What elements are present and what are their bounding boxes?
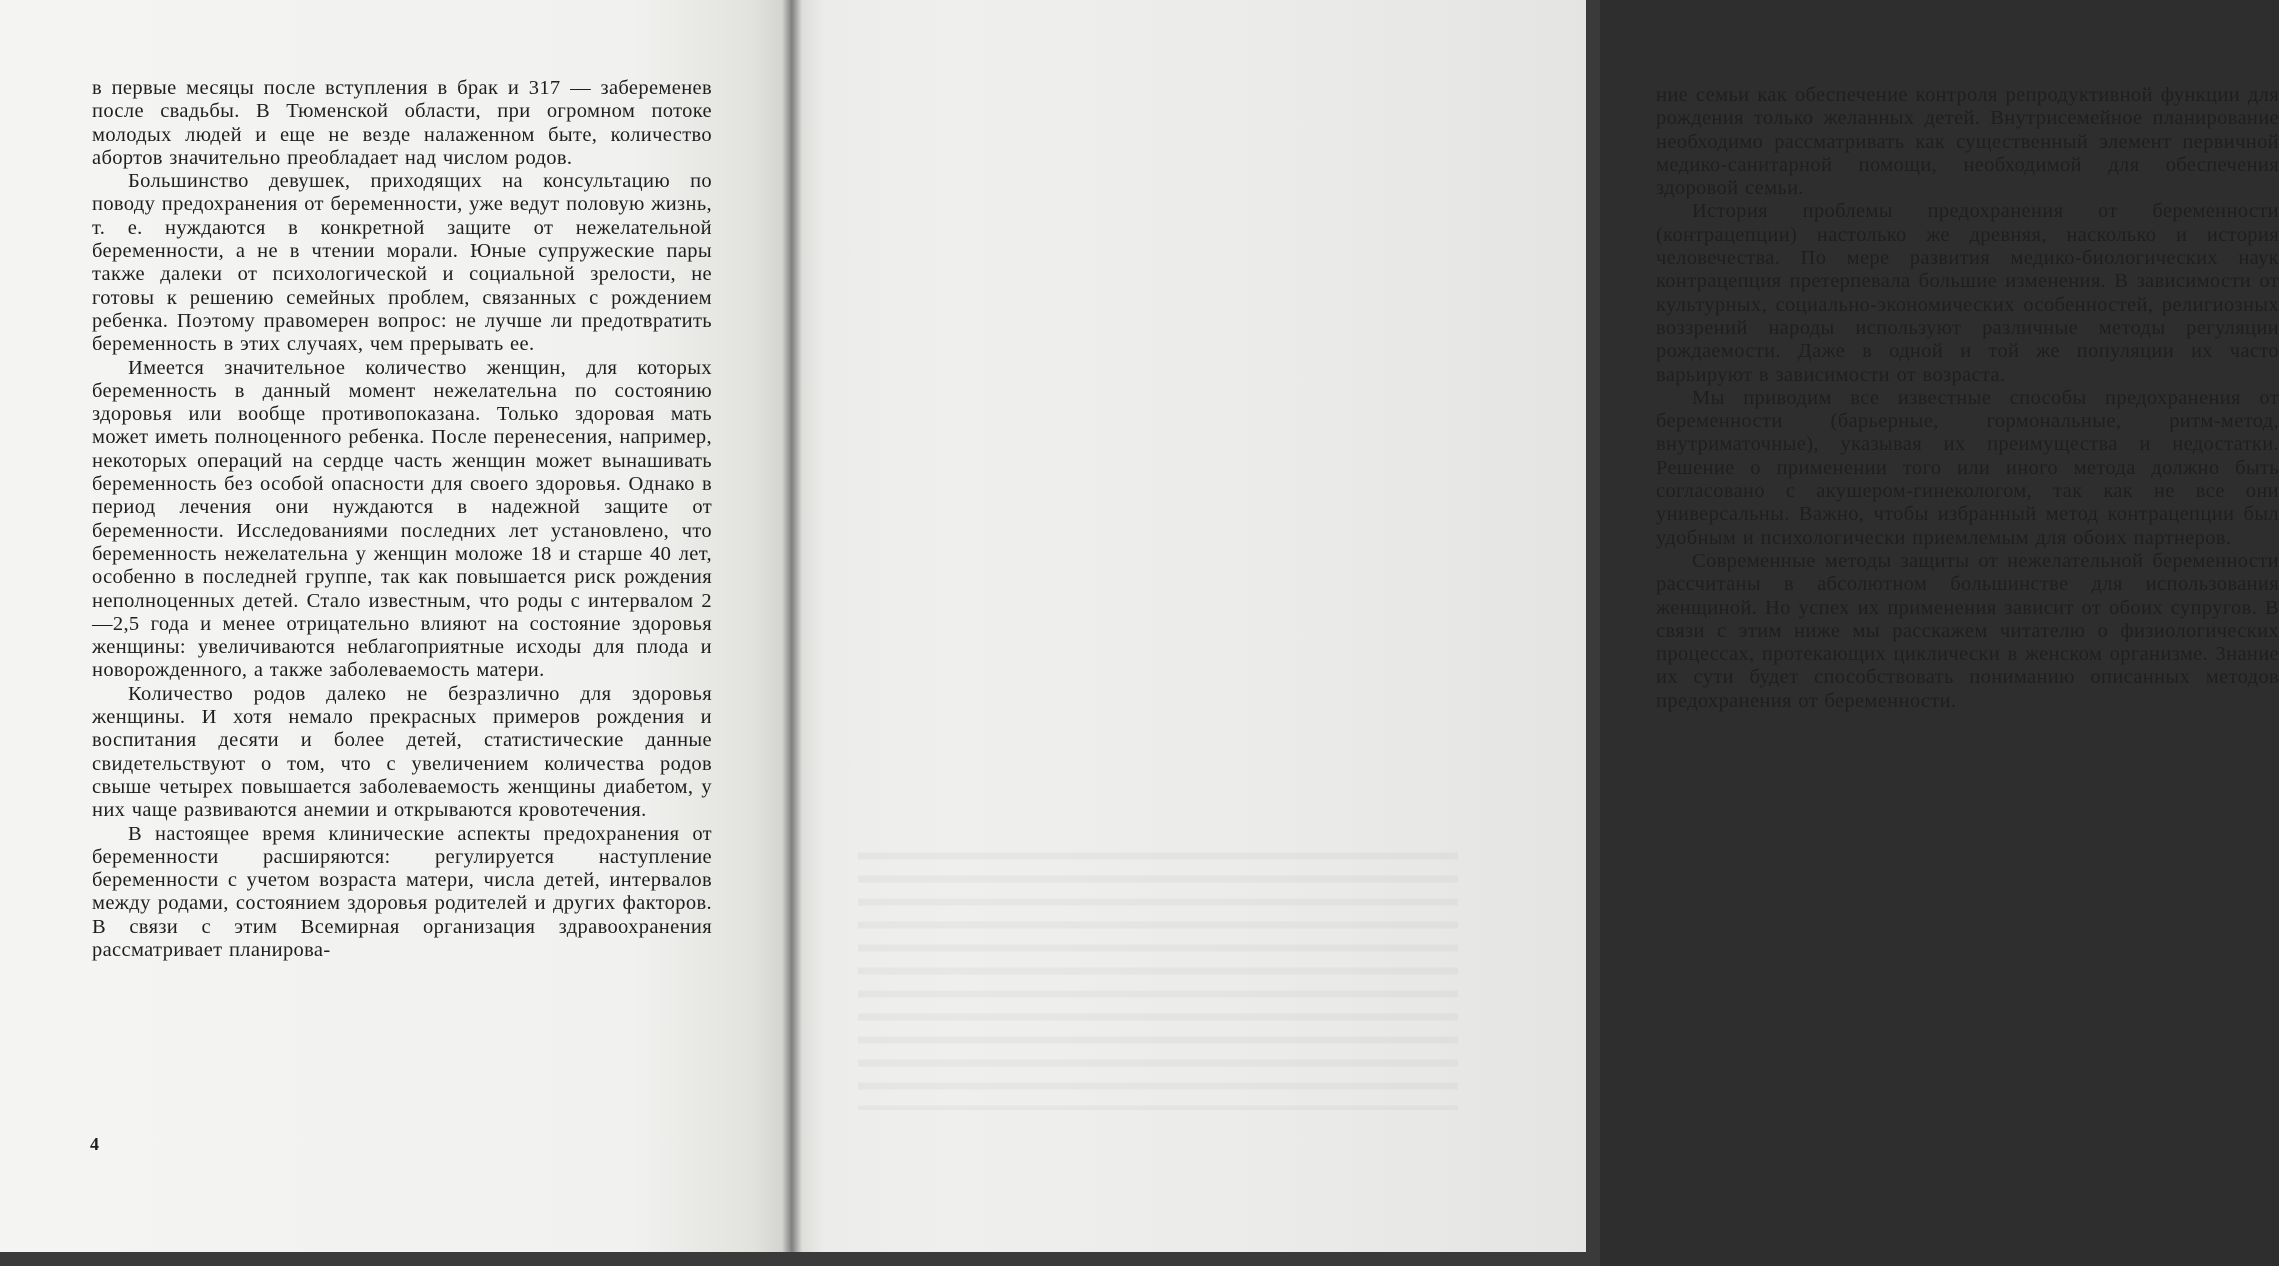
paragraph: в первые месяцы после вступления в брак и 317 — забеременев после свадьбы. В Тюменской области, при огромном потоке молодых людей и еще не везде налаженном быте, количество абортов значительно преобладает над числом родов. (92, 77, 712, 169)
scan-edge-right (1586, 0, 1600, 1266)
left-page (0, 0, 792, 1266)
scan-edge-bottom (0, 1252, 1600, 1266)
paragraph: Большинство девушек, приходящих на консультацию по поводу предохранения от беременности, уже ведут половую жизнь, т. е. нуждаются в конкретной защите от нежелательной беременности, а не в чтении морали. Юные супружеские пары также далеки от психологической и социальной зрелости, не готовы к решению семейных проблем, связанных с рождением ребенка. Поэтому правомерен вопрос: не лучше ли предотвратить беременность в этих случаях, чем прерывать ее. (92, 170, 712, 356)
right-page-text (1656, 84, 2279, 713)
show-through-texture (858, 840, 1458, 1110)
paragraph: Количество родов далеко не безразлично для здоровья женщины. И хотя немало прекрасных примеров рождения и воспитания десяти и более детей, статистические данные свидетельствуют о том, что с увеличением количества родов свыше четырех повышается заболеваемость женщины диабетом, у них чаще развиваются анемии и открываются кровотечения. (92, 682, 712, 822)
paragraph: Мы приводим все известные способы предохранения от беременности (барьерные, гормональные, ритм-метод, внутриматочные), указывая их преимущества и недостатки. Решение о применении того или иного метода должно быть согласовано с акушером-гинекологом, так как не все они универсальны. Важно, чтобы избранный метод контрацепции был удобным и психологически приемлемым для обоих партнеров. (1656, 386, 2279, 549)
book-gutter (782, 0, 802, 1266)
left-page-text (92, 77, 712, 962)
paragraph: Современные методы защиты от нежелательной беременности рассчитаны в абсолютном большинстве для использования женщиной. Но успех их применения зависит от обоих супругов. В связи с этим ниже мы расскажем читателю о физиологических процессах, протекающих циклически в женском организме. Знание их сути будет способствовать пониманию описанных методов предохранения от беременности. (1656, 549, 2279, 712)
paragraph: В настоящее время клинические аспекты предохранения от беременности расширяются: регулируется наступление беременности с учетом возраста матери, числа детей, интервалов между родами, состоянием здоровья родителей и других факторов. В связи с этим Всемирная организация здравоохранения рассматривает планирова- (92, 822, 712, 961)
page-number: 4 (90, 1134, 99, 1154)
paragraph: Имеется значительное количество женщин, для которых беременность в данный момент нежелательна по состоянию здоровья или вообще противопоказана. Только здоровая мать может иметь полноценного ребенка. После перенесения, например, некоторых операций на сердце часть женщин может вынашивать беременность без особой опасности для своего здоровья. Однако в период лечения они нуждаются в надежной защите от беременности. Исследованиями последних лет установлено, что беременность нежелательна у женщин моложе 18 и старше 40 лет, особенно в последней группе, так как повышается риск рождения неполноценных детей. Стало известным, что роды с интервалом 2—2,5 года и менее отрицательно влияют на состояние здоровья женщины: увеличиваются неблагоприятные исходы для плода и новорожденного, а также заболеваемость матери. (92, 356, 712, 682)
paragraph: ние семьи как обеспечение контроля репродуктивной функции для рождения только желанных детей. Внутрисемейное планирование необходимо рассматривать как существенный элемент первичной медико-санитарной помощи, необходимой для обеспечения здоровой семьи. (1656, 84, 2279, 200)
paragraph: История проблемы предохранения от беременности (контрацепции) настолько же древняя, насколько и история человечества. По мере развития медико-биологических наук контрацепция претерпевала большие изменения. В зависимости от культурных, социально-экономических особенностей, религиозных воззрений народы используют различные методы регуляции рождаемости. Даже в одной и той же популяции их часто варьируют в зависимости от возраста. (1656, 200, 2279, 386)
